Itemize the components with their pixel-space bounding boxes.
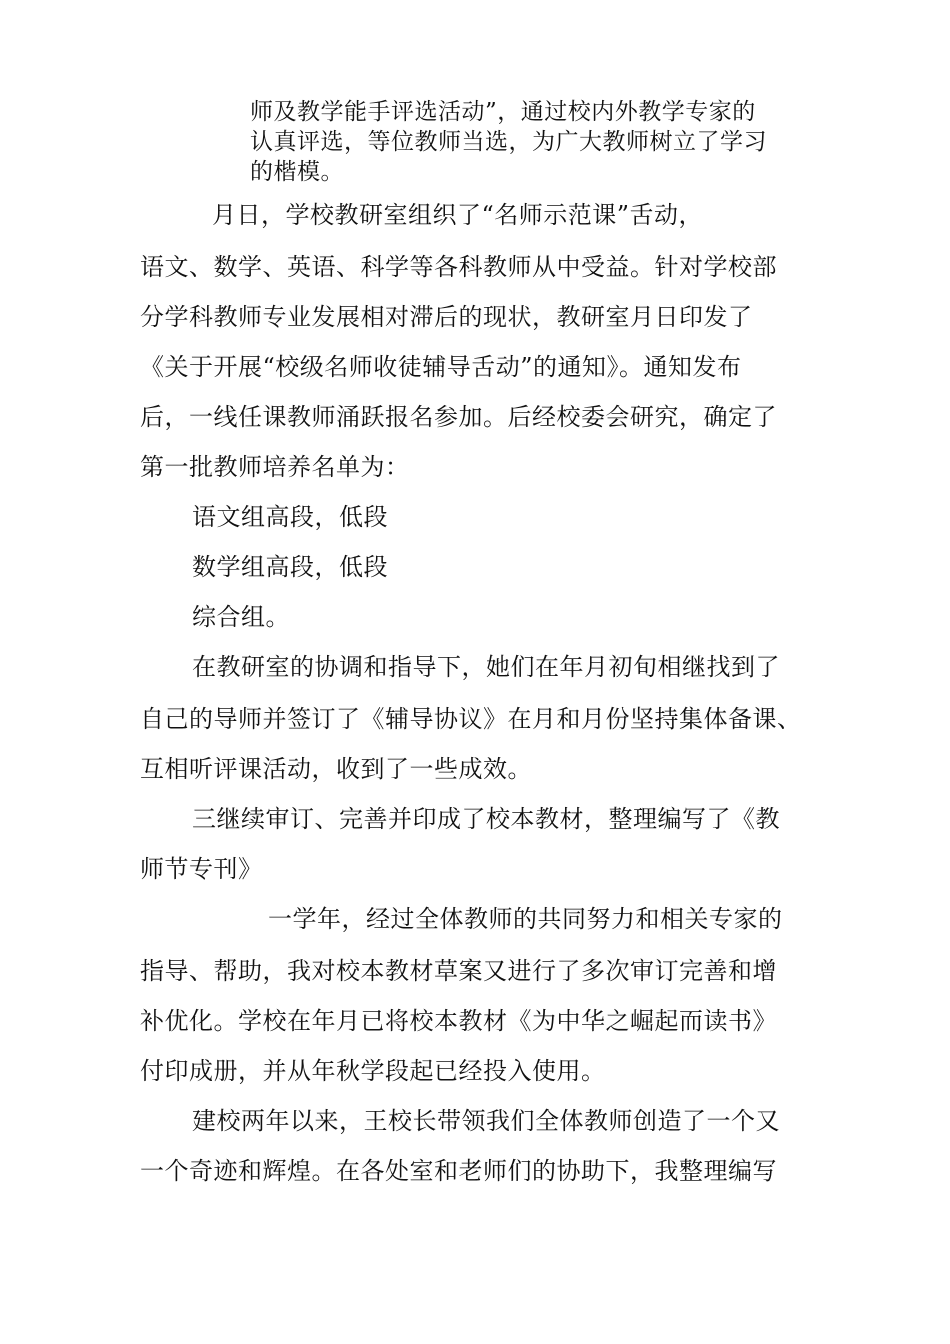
section-3-line-1: 三继续审订、完善并印成了校本教材，整理编写了《教 [192, 805, 780, 833]
paragraph-1-line-1: 月日，学校教研室组织了“名师示范课”舌动， [212, 201, 704, 229]
paragraph-1-line-3: 分学科教师专业发展相对滞后的现状，教研室月日印发了 [140, 303, 753, 331]
paragraph-1-line-6: 第一批教师培养名单为： [140, 453, 410, 481]
intro-line-2: 认真评选，等位教师当选，为广大教师树立了学习 [250, 129, 767, 155]
paragraph-1-line-2: 语文、数学、英语、科学等各科教师从中受益。针对学校部 [140, 253, 777, 281]
intro-line-1: 师及教学能手评选活动”，通过校内外教学专家的 [250, 99, 756, 125]
paragraph-4-line-1: 建校两年以来，王校长带领我们全体教师创造了一个又 [192, 1107, 780, 1135]
intro-line-3: 的楷模。 [250, 159, 344, 185]
paragraph-4-line-2: 一个奇迹和辉煌。在各处室和老师们的协助下，我整理编写 [140, 1157, 777, 1185]
paragraph-2-line-1: 在教研室的协调和指导下，她们在年月初旬相继找到了 [192, 653, 780, 681]
list-item: 综合组。 [192, 603, 290, 631]
paragraph-3-line-1: 一学年，经过全体教师的共同努力和相关专家的 [268, 905, 783, 933]
list-item: 语文组高段，低段 [192, 503, 388, 531]
paragraph-3-line-2: 指导、帮助，我对校本教材草案又进行了多次审订完善和增 [140, 957, 777, 985]
paragraph-3-line-4: 付印成册，并从年秋学段起已经投入使用。 [140, 1057, 606, 1085]
list-item: 数学组高段，低段 [192, 553, 388, 581]
paragraph-2-line-3: 互相听评课活动，收到了一些成效。 [140, 755, 532, 783]
paragraph-1-line-4: 《关于开展“校级名师收徒辅导舌动”的通知》。通知发布 [140, 353, 742, 381]
paragraph-3-line-3: 补优化。学校在年月已将校本教材《为中华之崛起而读书》 [140, 1007, 777, 1035]
paragraph-1-line-5: 后，一线任课教师涌跃报名参加。后经校委会研究，确定了 [140, 403, 777, 431]
section-3-line-2: 师节专刊》 [140, 855, 263, 883]
paragraph-2-line-2: 自己的导师并签订了《辅导协议》在月和月份坚持集体备课、 [140, 705, 802, 733]
